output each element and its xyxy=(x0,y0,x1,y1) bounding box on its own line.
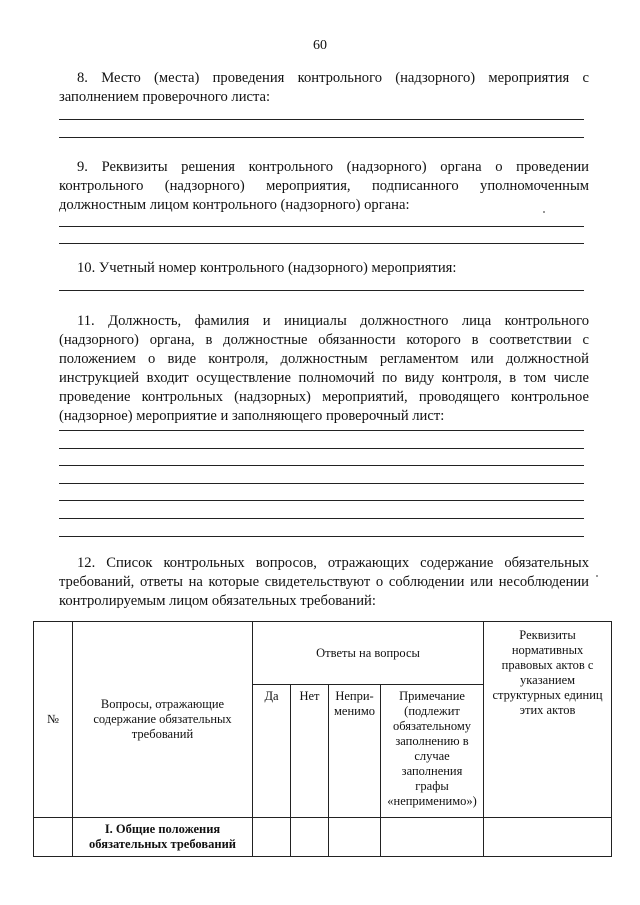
paragraph-item-9: 9. Реквизиты решения контрольного (надзорного) органа о проведении контрольного (надзорного) мероприятия, подписанного уполномоченным должностным лицом контрольного (надзорного) органа: xyxy=(59,159,589,213)
header-questions: Вопросы, отражающие содержание обязательных требований xyxy=(73,622,253,818)
fill-line xyxy=(59,518,584,519)
fill-line xyxy=(59,226,584,227)
cell-not-applicable[interactable] xyxy=(329,818,381,857)
fill-line xyxy=(59,243,584,244)
cell-question: I. Общие положения обязательных требований xyxy=(73,818,253,857)
header-no: Нет xyxy=(291,685,329,818)
scan-artifact xyxy=(596,575,598,577)
fill-line xyxy=(59,119,584,120)
header-yes: Да xyxy=(253,685,291,818)
page-number: 60 xyxy=(313,38,327,53)
fill-line xyxy=(59,536,584,537)
header-note: Примечание (подлежит обязательному заполнению в случае заполнения графы «неприменимо») xyxy=(381,685,484,818)
cell-yes[interactable] xyxy=(253,818,291,857)
paragraph-item-12: 12. Список контрольных вопросов, отражающих содержание обязательных требований, ответы на которые свидетельствуют о соблюдении или несоблюдении контролируемым лицом обязательных требований: xyxy=(59,555,589,609)
header-answers-group: Ответы на вопросы xyxy=(253,622,484,685)
cell-number xyxy=(34,818,73,857)
paragraph-item-11: 11. Должность, фамилия и инициалы должностного лица контрольного (надзорного) органа, в должностные обязанности которого в соответствии с положением о виде контроля, должностным регламентом или должностной инструкцией входит осуществление полномочий по виду контроля, в том числе проведение контрольных (надзорных) мероприятий, проводящего контрольное (надзорное) мероприятие и заполняющего проверочный лист: xyxy=(59,313,589,424)
table-row xyxy=(34,818,612,857)
requirements-table xyxy=(33,621,612,857)
paragraph-item-10: 10. Учетный номер контрольного (надзорного) мероприятия: xyxy=(77,260,457,276)
header-not-applicable: Непри-менимо xyxy=(329,685,381,818)
fill-line xyxy=(59,483,584,484)
header-number: № xyxy=(34,622,73,818)
fill-line xyxy=(59,465,584,466)
fill-line xyxy=(59,500,584,501)
fill-line xyxy=(59,137,584,138)
fill-line xyxy=(59,290,584,291)
fill-line xyxy=(59,430,584,431)
scan-artifact xyxy=(543,211,545,213)
header-requisites: Реквизиты нормативных правовых актов с указанием структурных единиц этих актов xyxy=(484,622,612,818)
fill-line xyxy=(59,448,584,449)
cell-requisites[interactable] xyxy=(484,818,612,857)
cell-no[interactable] xyxy=(291,818,329,857)
paragraph-item-8: 8. Место (места) проведения контрольного (надзорного) мероприятия с заполнением проверочного листа: xyxy=(59,70,589,105)
cell-note[interactable] xyxy=(381,818,484,857)
